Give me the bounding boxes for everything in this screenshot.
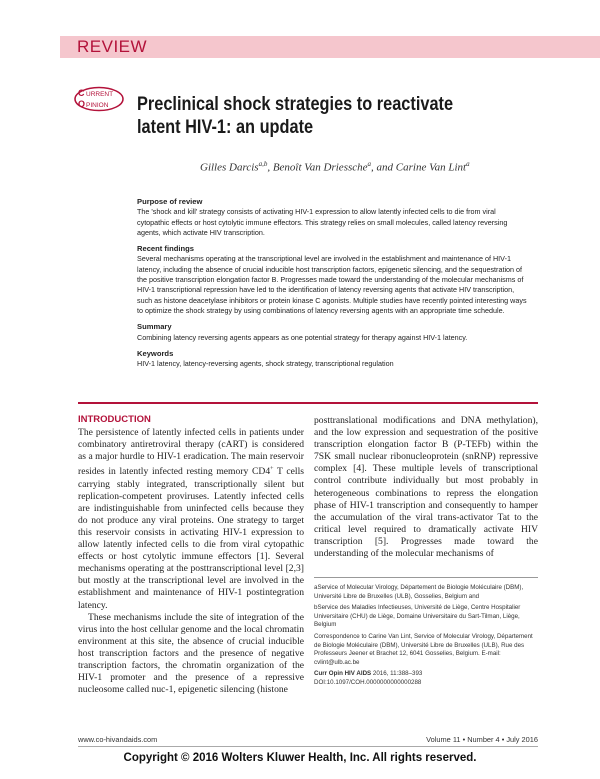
journal-name: Curr Opin HIV AIDS: [314, 670, 372, 678]
paragraph: posttranslational modifications and DNA methylation), and the low expression and sequestration of the positive transcription elongation factor B (P-TEFb) within the 7SK small nuclear ribonucleoprotein (snRNP) repressive complex [4]. These multiple levels of transcriptional control contribute individually but most probably in heterogeneous combinations to repress the elongation phase of HIV-1 transcription and consequently to hamper the accumulation of the viral trans-activator Tat to the critical level required to dramatically activate HIV transcription [5]. Progresses made toward the understanding of the molecular mechanisms of: [314, 415, 538, 560]
author-affiliation: a: [367, 160, 372, 168]
summary-heading: Summary: [137, 322, 172, 332]
author-name: Benoît Van Driessche: [272, 161, 368, 174]
article-title: Preclinical shock strategies to reactivate latent HIV-1: an update: [137, 94, 454, 138]
paragraph: These mechanisms include the site of integration of the virus into the host cellular genome and the local chromatin environment at this site, the absence of crucial inducible host transcription factors and the presence of negative transcription factors, the chromatin organization of the HIV-1 promoter and the presence of a repressive nucleosome called nuc-1, epigenetic silencing (histone: [78, 611, 304, 696]
purpose-heading: Purpose of review: [137, 197, 203, 206]
svg-text:URRENT: URRENT: [86, 91, 114, 98]
correspondence: Correspondence to Carine Van Lint, Service of Molecular Virology, Département de Biologie Moléculaire (DBM), Université Libre de Bruxelles (ULB), Rue des Professeurs Jeener et Brachet 12, 6041 Gosselies, Belgium. E-mail: cvlint@ulb.ac.be: [314, 632, 533, 666]
journal-website[interactable]: www.co-hivandaids.com: [78, 735, 158, 744]
section-divider: [78, 402, 538, 404]
purpose-text: The 'shock and kill' strategy consists of activating HIV-1 expression to allow latently infected cells to die from viral cytopathic effects or host cytolytic immune effectors. This strategy relies on small molecules, called latency reversing agents, which activate HIV transcription.: [137, 207, 508, 237]
summary-text: Combining latency reversing agents appears as one potential strategy for therapy against HIV-1 latency.: [137, 332, 468, 342]
author-name: Carine Van Lint: [395, 161, 467, 174]
author-affiliation: a: [466, 160, 470, 168]
copyright-notice: Copyright © 2016 Wolters Kluwer Health, Inc. All rights reserved.: [123, 752, 477, 764]
abstract: [137, 197, 527, 369]
current-opinion-logo: [74, 86, 124, 112]
affiliation-b: bService des Maladies Infectieuses, Université de Liège, Centre Hospitalier Universitaire (CHU) de Liège, Domaine Universitaire du Sart-Tilman, Liège, Belgium: [314, 604, 521, 629]
body-column-right: [314, 415, 538, 560]
findings-heading: Recent findings: [137, 244, 194, 254]
section-label: REVIEW: [77, 37, 148, 56]
footer-divider: [78, 746, 538, 747]
author-affiliation: a,b: [258, 160, 268, 168]
body-column-left: [78, 427, 304, 696]
svg-text:C: C: [78, 88, 85, 98]
findings-text: Several mechanisms operating at the transcriptional level are involved in the establishment and maintenance of HIV-1 latency, including the absence of crucial inducible host transcription factors, epigenetic silencing, and the sequestration of the positive transcription elongation factor B. Progresses made toward the understanding of the molecular mechanisms of HIV-1 transcriptional repression have led to the identification of latency reversing agents that activate HIV transcription, such as histone deacetylase inhibitors or protein kinase C agonists. Multiple studies have recently pointed interesting ways to optimize the shock strategy by using combinations of latency reversing agents with an appropriate time schedule.: [137, 254, 527, 315]
author-list: Gilles Darcis$^{a,b}$, Benoît Van Driessche$^a$, and Carine Van Lint$^a$: [200, 160, 470, 174]
paragraph: The persistence of latently infected cells in patients under combinatory antiretroviral therapy (cART) is considered as a major hurdle to HIV-1 eradication. The main reservoir resides in latently infected resting memory CD4+ T cells carrying stably integrated, transcriptionally silent but replication-competent proviruses. Latently infected cells are indistinguishable from uninfected cells because they do not produce any viral proteins. One strategy to target this reservoir consists in activating HIV-1 expression to allow latently infected cells to die from viral cytopathic effects or host cytolytic immune effectors [1]. Several mechanisms operating at the posttranscriptional level [2,3] but mostly at the transcriptional level are involved in the establishment and maintenance of HIV-1 postintegration latency.: [78, 427, 304, 611]
introduction-heading: INTRODUCTION: [78, 414, 151, 425]
keywords-text: HIV-1 latency, latency-reversing agents, shock strategy, transcriptional regulation: [137, 359, 394, 369]
footnotes: [314, 584, 538, 691]
keywords-heading: Keywords: [137, 348, 174, 358]
affiliation-a: aService of Molecular Virology, Département de Biologie Moléculaire (DBM), Université Libre de Bruxelles (ULB), Gosselies, Belgium and: [314, 584, 524, 600]
footnote-divider: [314, 577, 538, 578]
issue-info: Volume 11 • Number 4 • July 2016: [426, 735, 538, 744]
svg-text:O: O: [78, 99, 86, 109]
doi: DOI:10.1097/COH.0000000000000288: [314, 678, 422, 686]
citation: Curr Opin HIV AIDS 2016, 11:388–393: [314, 670, 423, 678]
svg-text:PINION: PINION: [86, 102, 109, 109]
author-name: Gilles Darcis: [200, 161, 259, 174]
